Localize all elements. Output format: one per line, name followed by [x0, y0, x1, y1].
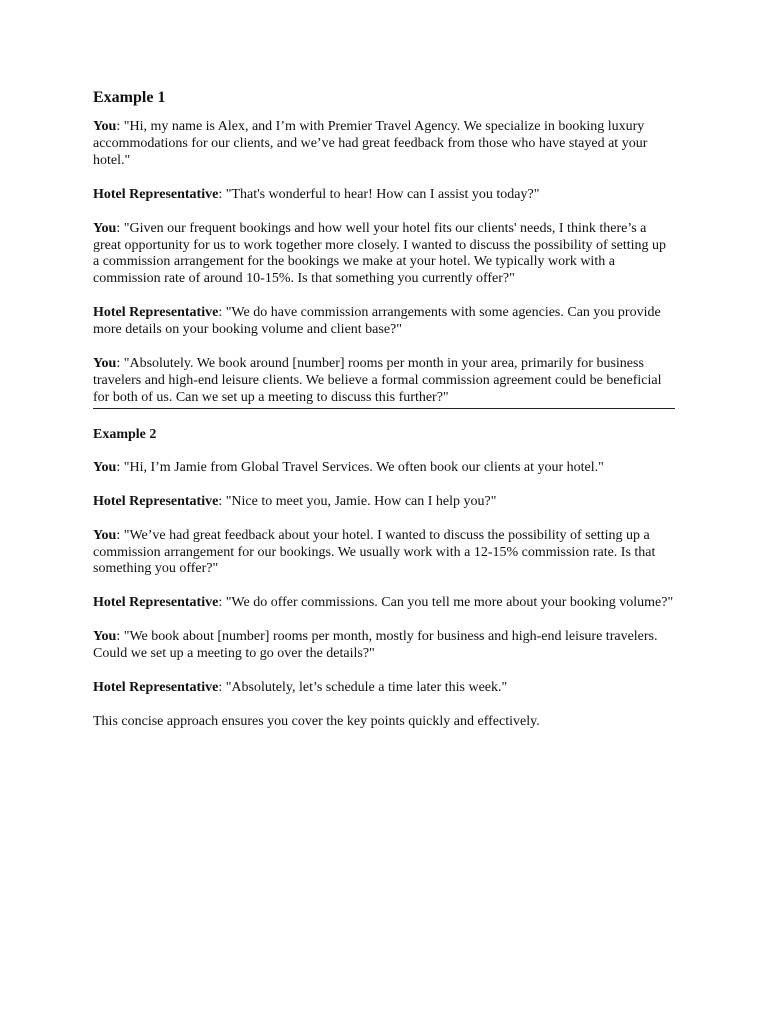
- dialogue-text: : "We do have commission arrangements with some agencies. Can you provide more details on your booking volume and client base?": [93, 305, 661, 338]
- dialogue-text: : "Nice to meet you, Jamie. How can I help you?": [218, 493, 497, 509]
- dialogue-line: [93, 305, 675, 339]
- dialogue-line: [93, 119, 675, 170]
- dialogue-text: : "We’ve had great feedback about your hotel. I wanted to discuss the possibility of setting up a commission arrangement for our bookings. We usually work with a 12-15% commission rate. Is that something you offer?": [93, 527, 656, 577]
- dialogue-text: : "Hi, I’m Jamie from Global Travel Services. We often book our clients at your hotel.": [116, 459, 604, 475]
- example-1-title: Example 1: [93, 89, 166, 106]
- dialogue-line: [93, 221, 675, 289]
- dialogue-text: : "Absolutely. We book around [number] rooms per month in your area, primarily for business travelers and high-end leisure clients. We believe a formal commission agreement could be beneficial for both of us. Can we set up a meeting to discuss this further?": [93, 356, 662, 405]
- speaker-label: Hotel Representative: [93, 493, 219, 509]
- dialogue-text: : "Absolutely, let’s schedule a time later this week.": [218, 680, 508, 696]
- speaker-label: Hotel Representative: [93, 305, 219, 321]
- speaker-label: You: [93, 629, 117, 645]
- dialogue-line: [93, 629, 675, 663]
- dialogue-text: : "Hi, my name is Alex, and I’m with Premier Travel Agency. We specialize in booking luxury accommodations for our clients, and we’ve had great feedback from those who have stayed at your hotel.": [93, 119, 648, 168]
- speaker-label: Hotel Representative: [93, 595, 219, 611]
- speaker-label: You: [93, 119, 117, 134]
- dialogue-text: : "We do offer commissions. Can you tell me more about your booking volume?": [218, 595, 674, 611]
- dialogue-line: [93, 460, 675, 477]
- dialogue-line: [93, 494, 675, 511]
- document-page: [93, 86, 675, 731]
- dialogue-line: [93, 528, 675, 579]
- speaker-label: You: [93, 356, 117, 372]
- dialogue-text: : "That's wonderful to hear! How can I assist you today?": [218, 186, 540, 202]
- section-divider: [93, 408, 675, 409]
- dialogue-text: : "Given our frequent bookings and how well your hotel fits our clients' needs, I think there’s a great opportunity for us to work together more closely. I wanted to discuss the possibility of setting up a commission arrangement for the bookings we make at your hotel. We typically work with a commission rate of around 10-15%. Is that something you currently offer?": [93, 220, 666, 287]
- dialogue-line: [93, 356, 675, 407]
- dialogue-line: [93, 680, 675, 697]
- speaker-label: You: [93, 527, 117, 543]
- speaker-label: Hotel Representative: [93, 186, 219, 202]
- speaker-label: Hotel Representative: [93, 680, 219, 696]
- dialogue-line: [93, 595, 675, 612]
- speaker-label: You: [93, 220, 117, 236]
- closing-paragraph: This concise approach ensures you cover the key points quickly and effectively.: [93, 713, 540, 729]
- dialogue-line: [93, 187, 675, 204]
- speaker-label: You: [93, 459, 117, 475]
- dialogue-text: : "We book about [number] rooms per month, mostly for business and high-end leisure travelers. Could we set up a meeting to go over the details?": [93, 629, 658, 662]
- example-2-title: Example 2: [93, 426, 157, 442]
